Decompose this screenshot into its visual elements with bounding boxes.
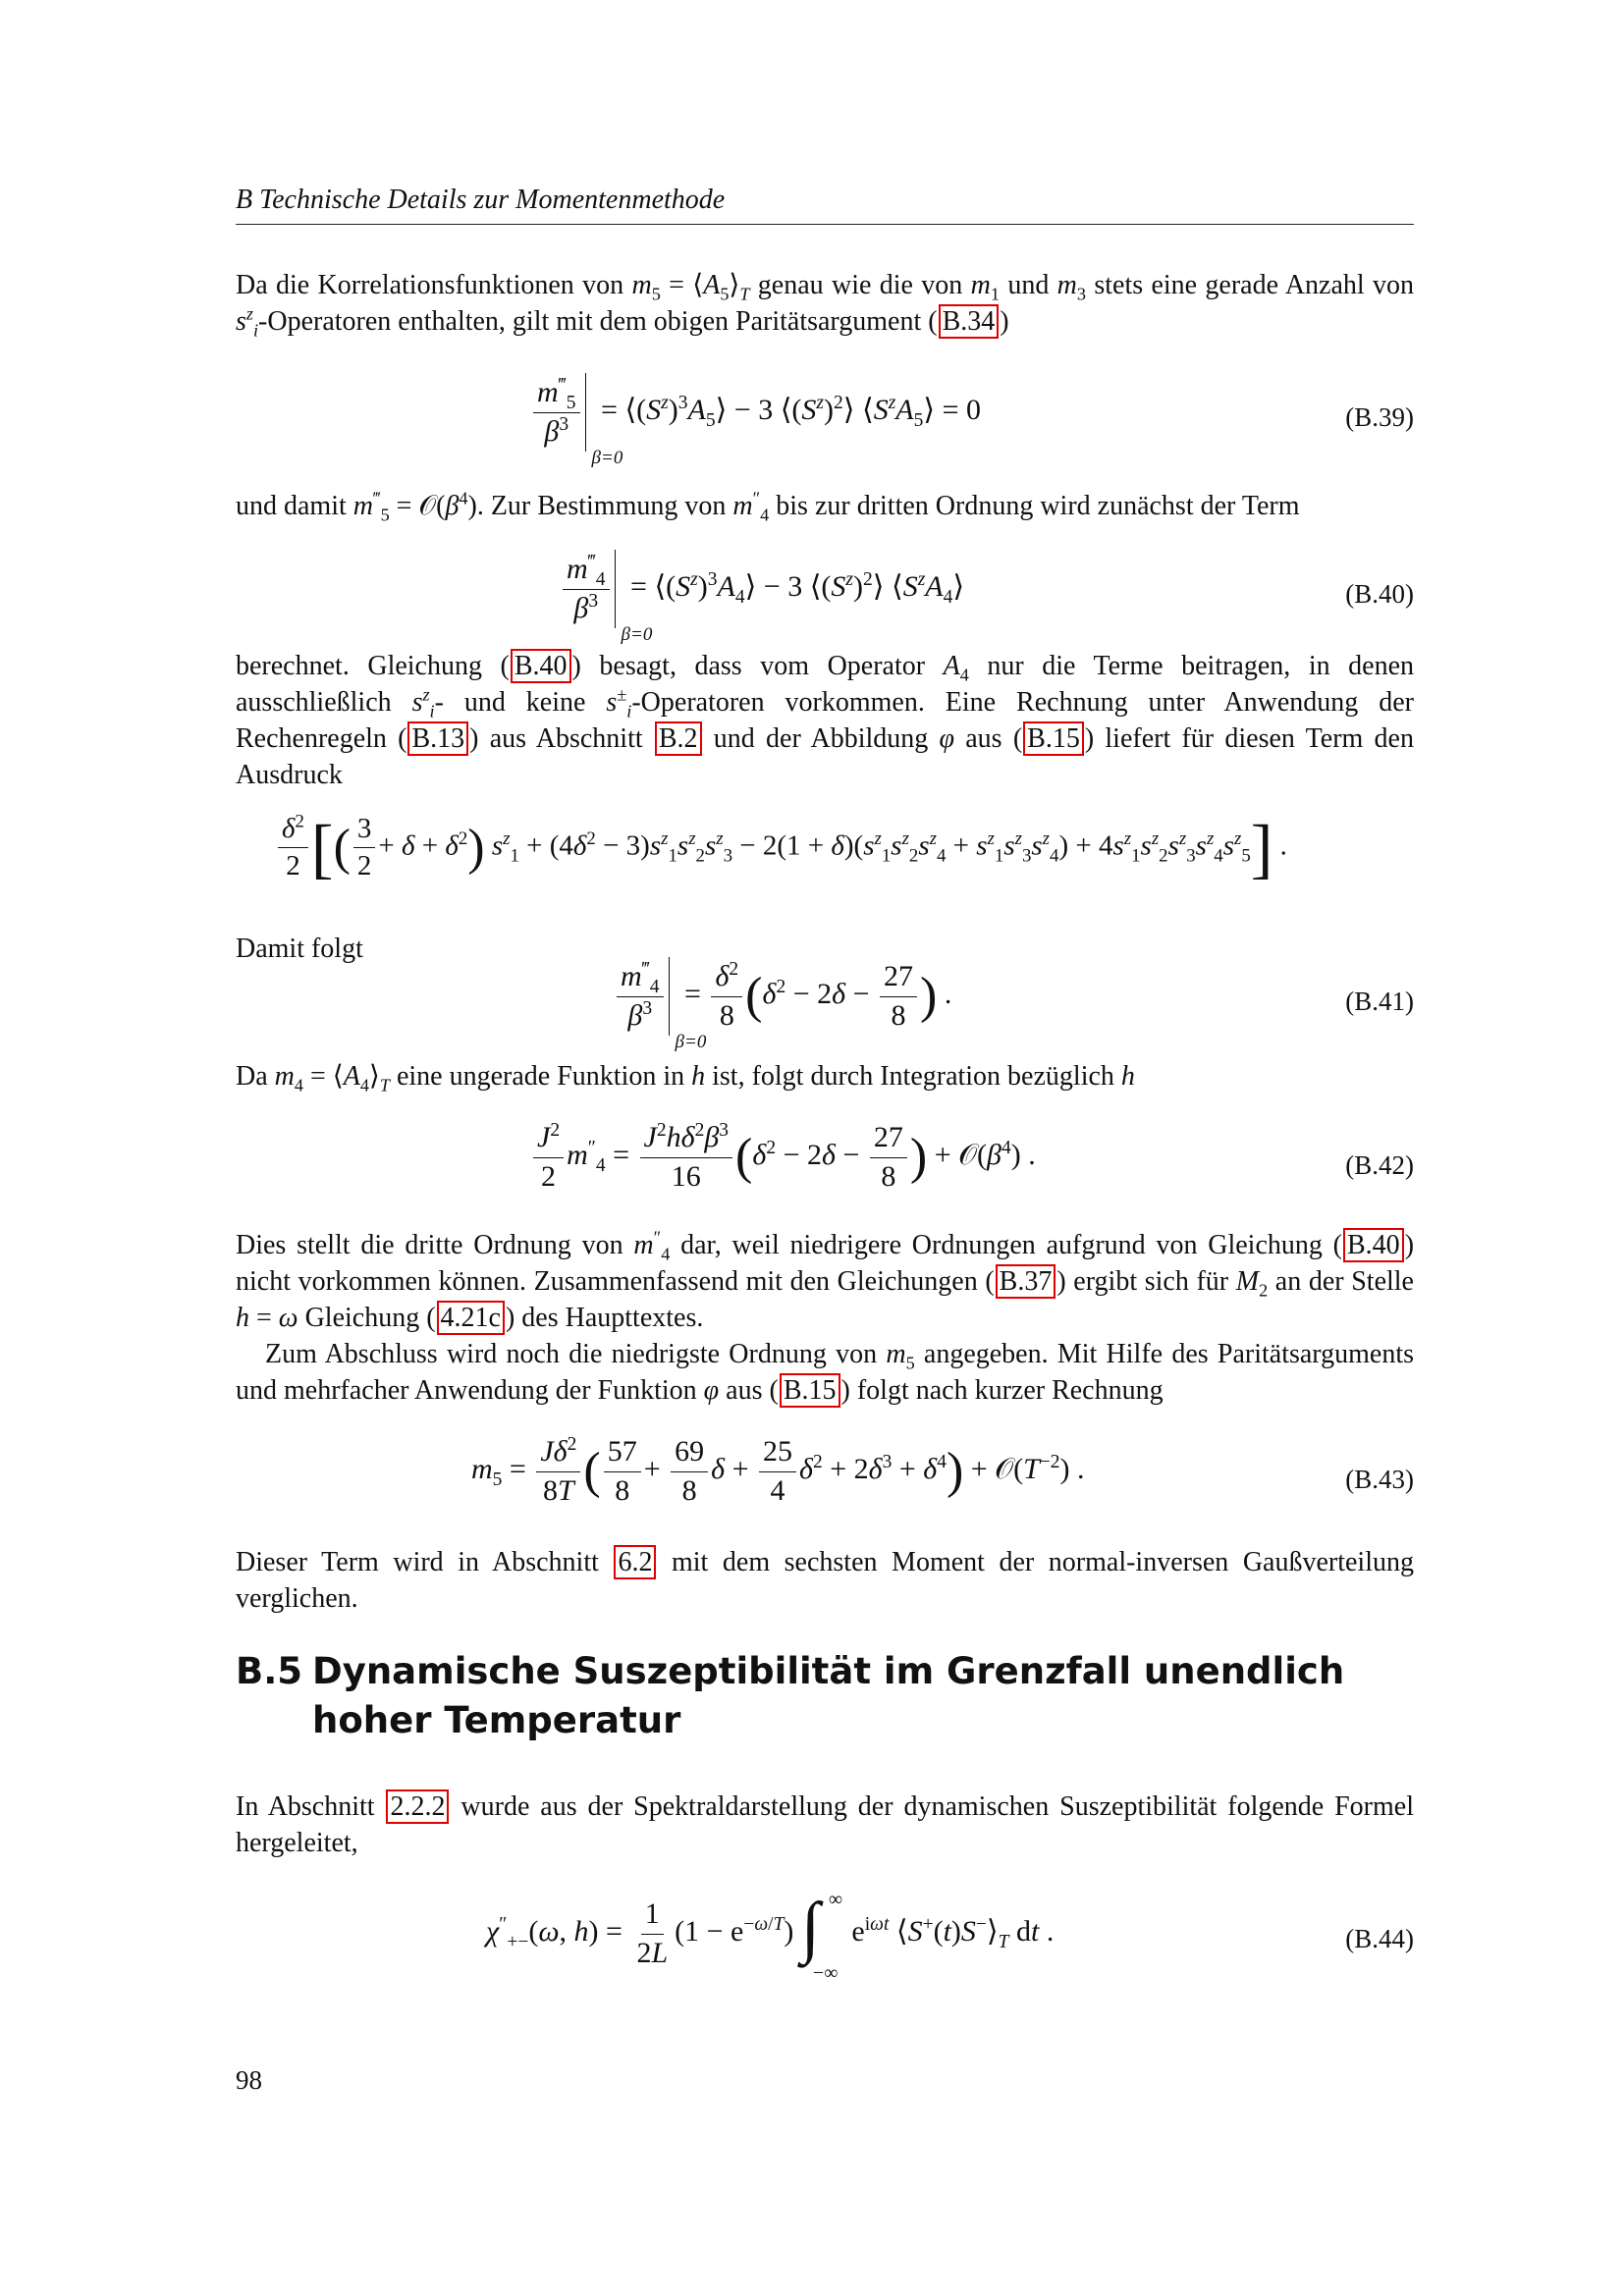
equation-expression: $\frac{\delta^2}{2}$ [( $\frac{3}{2}$ + $\delta + \delta^2$) $s^z_1 + (4\delta^2 - 3)s^z_1s^z_2s^z_3 - 2(1 + \delta)(s^z_1s^z_2s^z_4 + s^z_1s^z_3s^z_4) + 4s^z_1s^z_2s^z_3s^z_4s^z_5$] . [236,813,1414,911]
section-link[interactable]: 6.2 [614,1545,656,1579]
equation-link[interactable]: B.34 [939,304,1000,339]
equation-number: (B.41) [1345,987,1414,1016]
equation-link[interactable]: B.40 [1343,1228,1404,1262]
page-number: 98 [236,2065,262,2095]
equation-link[interactable]: B.37 [996,1264,1056,1299]
paragraph-5: Da $m_4$ = $⟨A_4⟩_T$ eine ungerade Funktion in h ist, folgt durch Integration bezüglich h [236,1061,1135,1095]
equation-b40: $\frac{m^‴_4}{\beta^3}$ β=0 = $⟨(S^z)^3A_4⟩ - 3$ $⟨(S^z)^2⟩$ $⟨S^zA_4⟩$ (B.40) [236,550,1414,648]
equation-b41: $\frac{m^‴_4}{\beta^3}$ β=0 = $\frac{\delta^2}{8}$ ($\delta^2 - 2\delta$ − $\frac{27}{8}$ ) . (B.41) [236,957,1414,1055]
section-link[interactable]: 2.2.2 [386,1789,449,1824]
equation-number: (B.39) [1345,402,1414,432]
document-page [236,0,1414,2296]
equation-link[interactable]: B.15 [1023,721,1084,756]
equation-link[interactable]: B.13 [407,721,468,756]
paragraph-3: berechnet. Gleichung ( B.40 ) besagt, dass vom Operator $A_4$ nur die Terme beitragen, in denen ausschließlich $s^z_i-$ und keine $s^\pm_i$-Operatoren vorkommen. Eine Rechnung unter Anwendung der Rechenregeln ( B.13 ) aus Abschnitt B.2 und der Abbildung φ aus ( B.15 ) liefert für diesen Term den Ausdruck [236,651,1415,790]
section-number: B.5 [236,1650,303,1692]
equation-b43: $m_5$ = $\frac{J\delta^2}{8T}$ ( $\frac{57}{8}$ + $\frac{69}{8}$ δ + $\frac{25}{4}$ $\delta^2 + 2\delta^3 + \delta^4$) + $𝒪(T^{-2})$ . (B.43) [471,1434,1414,1507]
equation-b44: $\chi''_{+-}(\omega$, h) = $\frac{1}{2L}$ $(1 - e^{-\omega/T})$ ∫ ∞ −∞ $e^{i\omega t}$ $⟨S^+(t)S^-⟩_T$ dt . (B.44) [486,1889,1414,1984]
equation-number: (B.44) [1345,1924,1414,1953]
paragraph-7: Zum Abschluss wird noch die niedrigste Ordnung von $m_5$ angegeben. Mit Hilfe des Paritätsarguments und mehrfacher Anwendung der Funktion φ aus ( B.15 ) folgt nach kurzer Rechnung [236,1339,1415,1406]
equation-b42: $\frac{J^2}{2}$ $m''_4$ = $\frac{J^2h\delta^2\beta^3}{16}$ ($\delta^2 - 2\delta$ − $\frac{27}{8}$ ) + $𝒪(\beta^4)$ . (B.42) [236,1121,1414,1219]
section-link[interactable]: B.2 [655,721,702,756]
paragraph-1: Da die Korrelationsfunktionen von $m_5$ = $⟨A_5⟩_T$ genau wie die von $m_1$ und $m_3$ stets eine gerade Anzahl von $s^z_i$-Operatoren enthalten, gilt mit dem obigen Paritätsargument ( B.34 ) [236,270,1415,341]
equation-link[interactable]: 4.21c [437,1301,505,1335]
equation-number: (B.40) [1345,579,1414,609]
equation-number: (B.42) [1345,1150,1414,1180]
equation-link[interactable]: B.40 [511,649,571,683]
paragraph-8: Dieser Term wird in Abschnitt 6.2 mit dem sechsten Moment der normal-inversen Gaußverteilung verglichen. [236,1547,1414,1614]
paragraph-9: In Abschnitt 2.2.2 wurde aus der Spektraldarstellung der dynamischen Suszeptibilität folgende Formel hergeleitet, [236,1791,1414,1858]
equation-b39: $\frac{m^‴_5}{\beta^3}$ β=0 = $⟨(S^z)^3A_5⟩ - 3$ $⟨(S^z)^2⟩$ $⟨S^zA_5⟩ = 0$ (B.39) [236,373,1414,471]
paragraph-6: Dies stellt die dritte Ordnung von $m''_4$ dar, weil niedrigere Ordnungen aufgrund von Gleichung ( B.40 ) nicht vorkommen können. Zusammenfassend mit den Gleichungen ( B.37 ) ergibt sich für $M_2$ an der Stelle h = ω Gleichung ( 4.21c ) des Haupttextes. [236,1227,1415,1333]
paragraph-4: Damit folgt [236,934,363,964]
equation-link[interactable]: B.15 [780,1373,840,1408]
section-title: Dynamische Suszeptibilität im Grenzfall unendlich hoher Temperatur [312,1650,1345,1741]
paragraph-2: und damit $m^‴_5$ = $𝒪(\beta^4)$. Zur Bestimmung von $m''_4$ bis zur dritten Ordnung wird zunächst der Term [236,488,1300,525]
running-title: B Technische Details zur Momentenmethode [236,185,726,215]
equation-number: (B.43) [1345,1465,1414,1494]
running-header [236,185,1414,225]
